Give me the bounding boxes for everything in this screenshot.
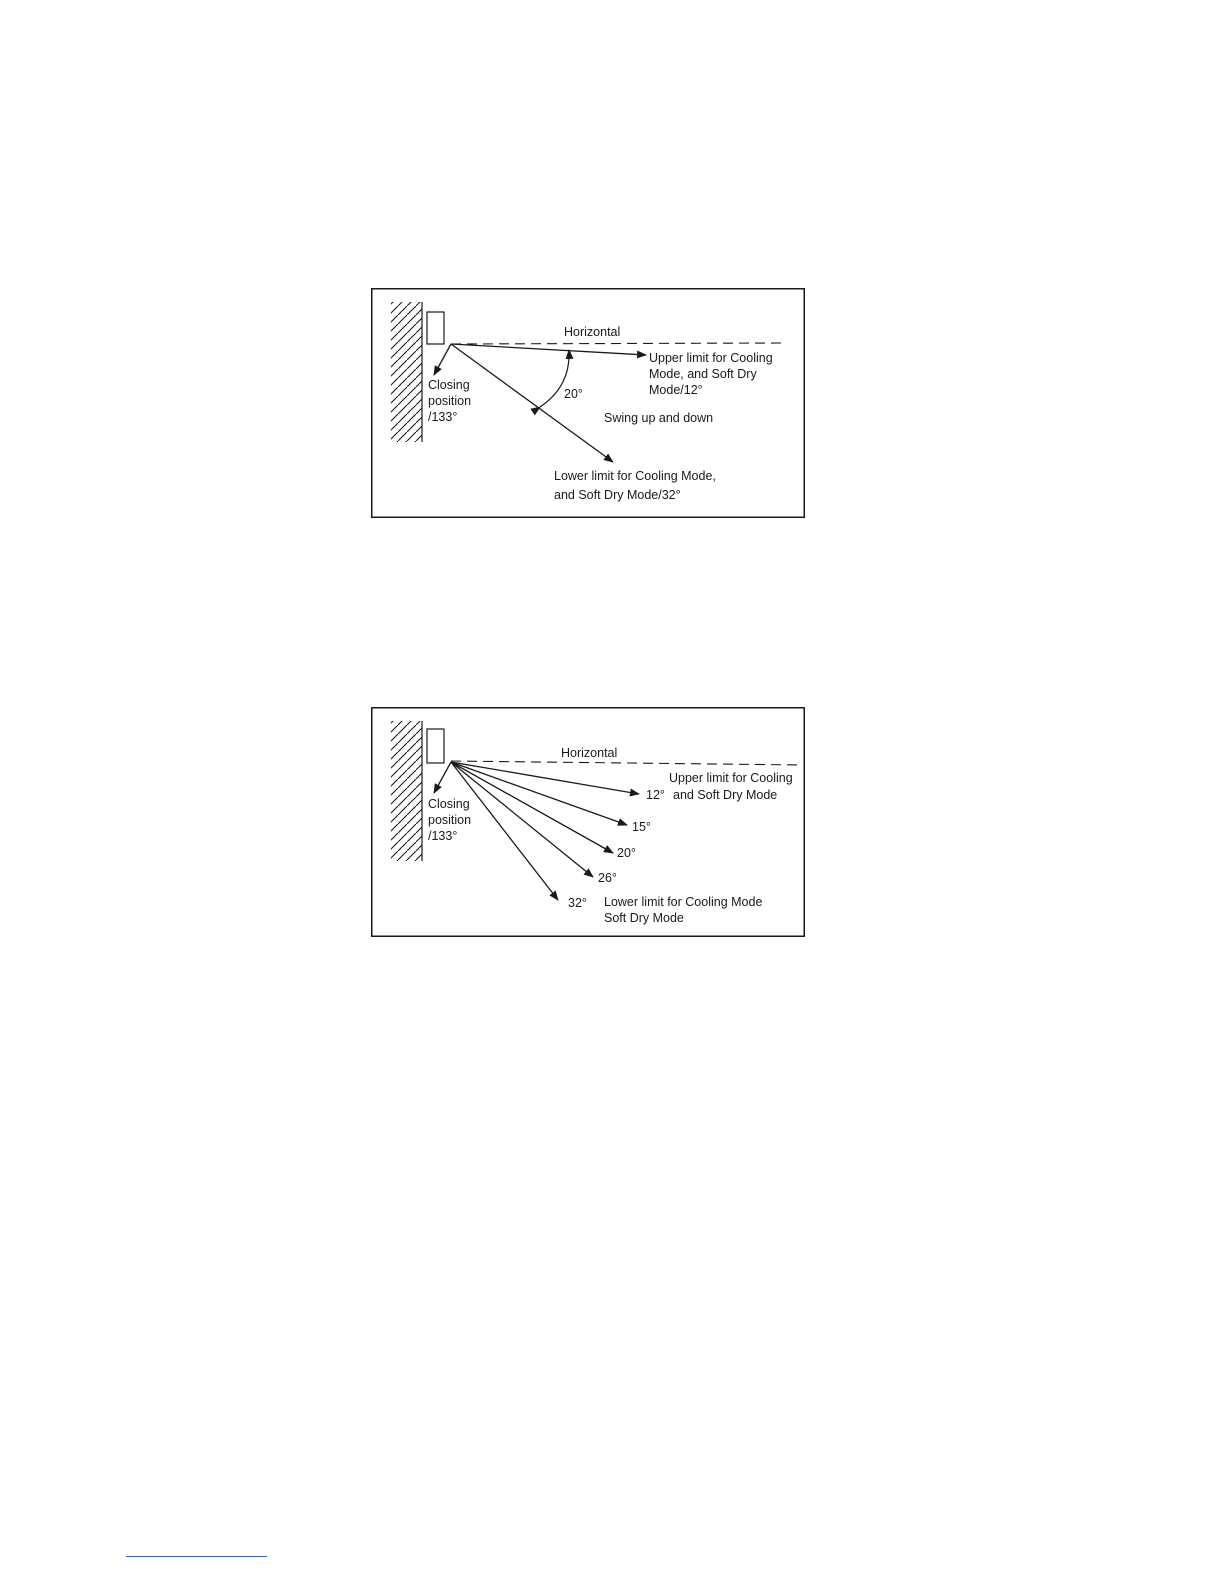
angle-label: 20° bbox=[564, 387, 583, 401]
louver-swing-svg bbox=[371, 288, 805, 518]
angle-label-12: 12° bbox=[646, 788, 665, 802]
horizontal-label: Horizontal bbox=[564, 325, 621, 339]
angle-label-32: 32° bbox=[568, 896, 587, 910]
horizontal-reference-line bbox=[451, 343, 783, 344]
closing-position-label: Closing position /133° bbox=[428, 797, 472, 843]
air-conditioner-unit bbox=[427, 312, 444, 344]
upper-limit-arrow bbox=[451, 344, 646, 355]
horizontal-reference-line bbox=[451, 761, 803, 765]
louver-positions-diagram bbox=[371, 707, 805, 937]
air-conditioner-unit bbox=[427, 729, 444, 763]
louver-positions-svg bbox=[371, 707, 805, 937]
closing-position-label: Closing position /133° bbox=[428, 378, 472, 424]
closing-position-arrow bbox=[434, 762, 451, 793]
wall-hatching bbox=[391, 302, 422, 442]
louver-swing-diagram bbox=[371, 288, 805, 518]
upper-limit-label: Upper limit for Cooling and Soft Dry Mode bbox=[669, 771, 793, 802]
angle-label-20: 20° bbox=[617, 846, 636, 860]
lower-limit-arrow bbox=[451, 344, 613, 462]
position-arrow-15 bbox=[451, 762, 627, 825]
swing-label: Swing up and down bbox=[604, 411, 714, 425]
lower-limit-label: Lower limit for Cooling Mode, and Soft Dry Mode/32° bbox=[554, 469, 716, 502]
angle-label-15: 15° bbox=[632, 820, 651, 834]
lower-limit-label: Lower limit for Cooling Mode Soft Dry Mode bbox=[604, 895, 763, 925]
footer-rule bbox=[126, 1556, 267, 1557]
closing-position-arrow bbox=[434, 344, 451, 375]
upper-limit-label: Upper limit for Cooling Mode, and Soft Dry Mode/12° bbox=[649, 351, 773, 397]
wall-hatching bbox=[391, 721, 422, 861]
position-arrow-32 bbox=[451, 762, 558, 900]
horizontal-label: Horizontal bbox=[561, 746, 618, 760]
angle-label-26: 26° bbox=[598, 871, 617, 885]
